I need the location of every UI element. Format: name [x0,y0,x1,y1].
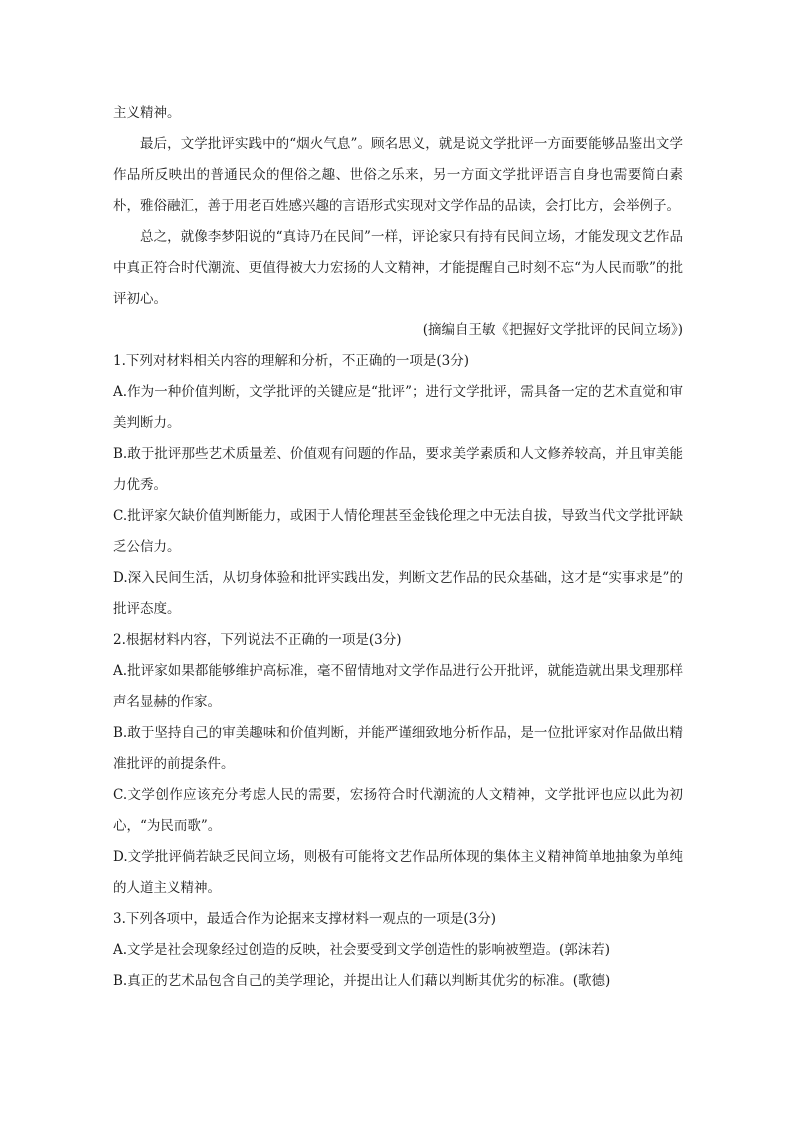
question-2-option-b: B.敢于坚持自己的审美趣味和价值判断，并能严谨细致地分析作品，是一位批评家对作品做出精准批评的前提条件。 [113,725,683,772]
question-1-option-d: D.深入民间生活，从切身体验和批评实践出发，判断文艺作品的民众基础，这才是“实事求是”的批评态度。 [113,570,683,617]
question-1-option-c: C.批评家欠缺价值判断能力，或困于人情伦理甚至金钱伦理之中无法自拔，导致当代文学批评缺乏公信力。 [113,508,683,555]
text-block [113,98,683,997]
question-3-option-a: A.文学是社会现象经过创造的反映，社会要受到文学创造性的影响被塑造。(郭沫若) [113,942,611,958]
question-2-option-a: A.批评家如果都能够维护高标准，毫不留情地对文学作品进行公开批评，就能造就出果戈理那样声名显赫的作家。 [113,663,683,710]
question-1-stem: 1.下列对材料相关内容的理解和分析，不正确的一项是(3分) [113,353,470,369]
question-3-option-b: B.真正的艺术品包含自己的美学理论，并提出让人们藉以判断其优劣的标准。(歌德) [113,973,611,989]
question-3-stem: 3.下列各项中，最适合作为论据来支撑材料一观点的一项是(3分) [113,911,497,927]
question-2-option-d: D.文学批评倘若缺乏民间立场，则极有可能将文艺作品所体现的集体主义精神简单地抽象为单纯的人道主义精神。 [113,849,683,896]
paragraph-finally: 最后，文学批评实践中的“烟火气息”。顾名思义，就是说文学批评一方面要能够品鉴出文学作品所反映出的普通民众的俚俗之趣、世俗之乐来，另一方面文学批评语言自身也需要简白素朴，雅俗融汇，善于用老百姓感兴趣的言语形式实现对文学作品的品读，会打比方，会举例子。 [113,136,683,214]
paragraph-conclusion: 总之，就像李梦阳说的“真诗乃在民间”一样，评论家只有持有民间立场，才能发现文艺作品中真正符合时代潮流、更值得被大力宏扬的人文精神，才能提醒自己时刻不忘“为人民而歌”的批评初心。 [113,229,683,307]
question-1-option-b: B.敢于批评那些艺术质量差、价值观有问题的作品，要求美学素质和人文修养较高，并且审美能力优秀。 [113,446,683,493]
question-2-option-c: C.文学创作应该充分考虑人民的需要，宏扬符合时代潮流的人文精神，文学批评也应以此为初心，“为民而歌”。 [113,787,683,834]
article-source: (摘编自王敏《把握好文学批评的民间立场》) [422,322,683,338]
question-2-stem: 2.根据材料内容，下列说法不正确的一项是(3分) [113,632,402,648]
question-1-option-a: A.作为一种价值判断，文学批评的关键应是“批评”；进行文学批评，需具备一定的艺术直觉和审美判断力。 [113,384,683,431]
paragraph-continuation: 主义精神。 [113,105,181,121]
